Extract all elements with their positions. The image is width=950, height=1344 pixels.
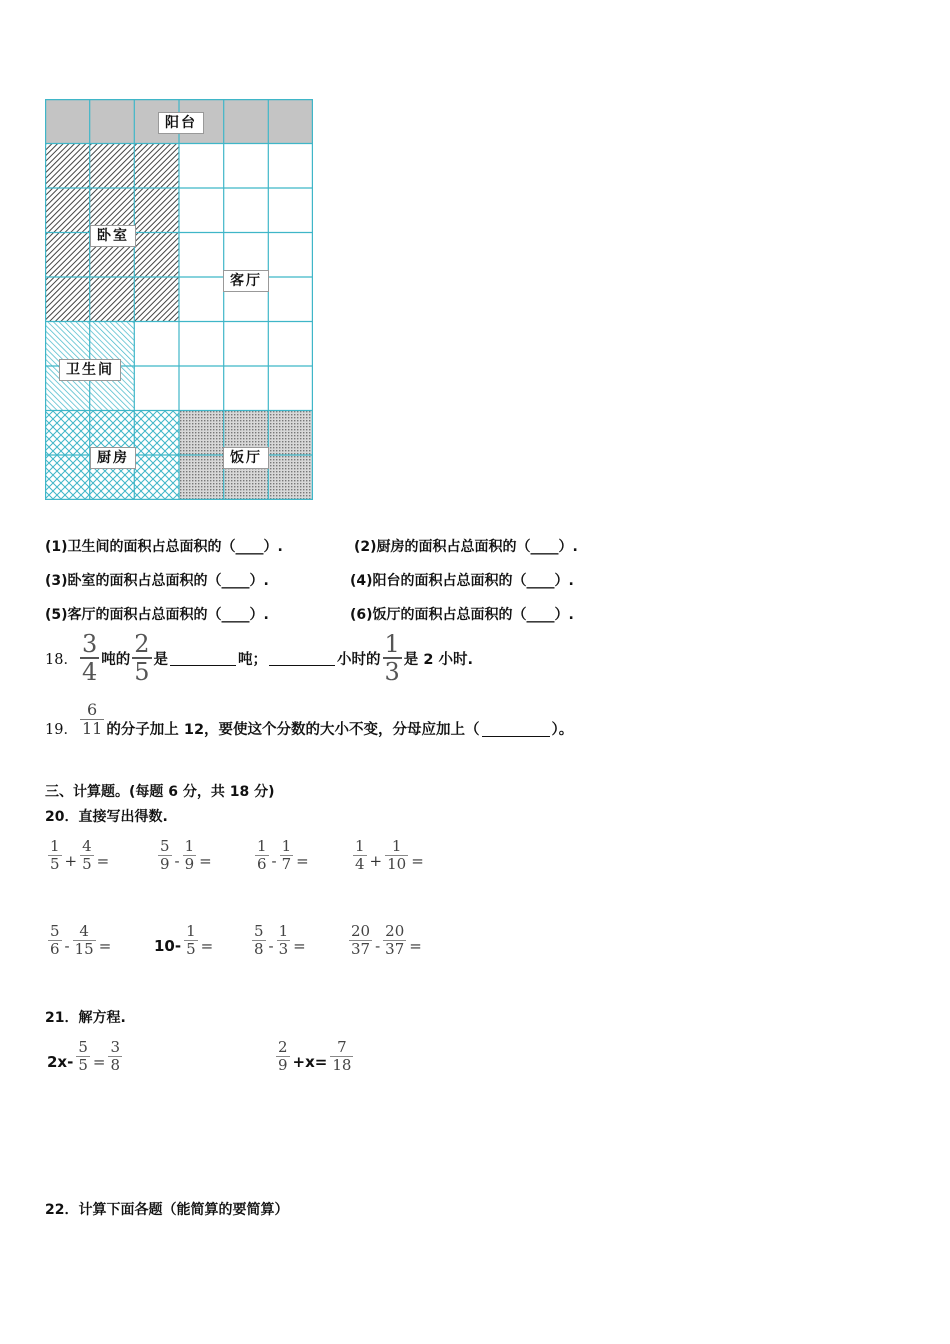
q18-fraction-3 — [383, 631, 402, 686]
denominator: 3 — [278, 939, 289, 958]
denominator: 6 — [50, 939, 60, 958]
operator: + — [369, 852, 383, 870]
equals-sign: = — [296, 852, 309, 870]
denominator: 9 — [278, 1055, 288, 1074]
numerator: 1 — [184, 837, 195, 855]
q17-part3: (3)卧室的面积占总面积的（____）. — [45, 573, 269, 589]
q18-blank-1[interactable] — [170, 651, 236, 666]
q21-eq1-fraction-a — [76, 1039, 90, 1073]
q22-title: 22．计算下面各题（能简算的要简算） — [45, 1202, 289, 1218]
q20-item-6 — [153, 923, 214, 957]
q21-title: 21．解方程. — [45, 1010, 126, 1026]
numerator: 20 — [351, 922, 371, 940]
q20-item-8 — [347, 923, 423, 957]
operator: - — [268, 937, 274, 955]
denominator: 15 — [74, 939, 94, 958]
numerator: 5 — [254, 922, 264, 940]
q18-text-5: 是 2 小时. — [403, 651, 473, 668]
q20-item-5-fraction-b — [73, 923, 96, 957]
prefix: 10- — [154, 937, 182, 955]
q19-fraction — [80, 701, 104, 737]
q20-item-7-fraction-b — [277, 923, 291, 957]
q20-item-7-fraction-a — [252, 923, 266, 957]
q17-part6: (6)饭厅的面积占总面积的（____）. — [350, 607, 574, 623]
operator: - — [174, 852, 180, 870]
denominator: 18 — [332, 1055, 352, 1074]
numerator: 5 — [160, 837, 170, 855]
denominator: 37 — [385, 939, 405, 958]
operator: - — [64, 937, 70, 955]
q21-equation-2 — [274, 1039, 355, 1073]
prefix: 2x- — [47, 1053, 74, 1071]
equals-sign: = — [96, 852, 110, 870]
q18-fraction-3-denominator: 3 — [384, 658, 400, 686]
denominator: 6 — [257, 854, 267, 873]
q21-eq1-fraction-b — [108, 1039, 122, 1073]
q20-item-3-fraction-b — [280, 838, 294, 872]
q20-item-4-fraction-b — [385, 838, 408, 872]
denominator: 7 — [281, 854, 292, 873]
q20-item-5 — [46, 923, 112, 957]
q21-equation-1 — [46, 1039, 124, 1073]
q21-eq2-fraction-b — [330, 1039, 353, 1073]
room-label-dining: 饭厅 — [223, 447, 269, 469]
q19-text-1: 的分子加上 12，要使这个分数的大小不变，分母应加上（ — [106, 722, 480, 738]
denominator: 37 — [351, 939, 371, 958]
equals-sign: = — [199, 852, 212, 870]
q19-blank[interactable] — [482, 722, 550, 737]
room-label-kitchen: 厨房 — [90, 447, 136, 469]
operator: - — [375, 937, 381, 955]
equals-sign: = — [411, 852, 424, 870]
question-18 — [45, 629, 473, 686]
numerator: 20 — [385, 922, 405, 940]
q18-blank-2[interactable] — [269, 651, 335, 666]
q18-fraction-1-numerator: 3 — [81, 629, 98, 658]
q20-item-2 — [156, 838, 213, 872]
numerator: 1 — [281, 837, 292, 855]
equals-sign: = — [409, 937, 422, 955]
q20-item-2-fraction-b — [183, 838, 197, 872]
q18-fraction-1-denominator: 4 — [81, 658, 98, 686]
q18-text-4: 小时的 — [337, 651, 381, 668]
q20-title: 20．直接写出得数. — [45, 809, 168, 825]
q20-item-1 — [46, 838, 110, 872]
equals-sign: = — [200, 937, 214, 955]
numerator: 7 — [337, 1038, 347, 1056]
denominator: 8 — [254, 939, 264, 958]
numerator: 5 — [50, 922, 60, 940]
q20-item-3-fraction-a — [255, 838, 269, 872]
section-3-heading: 三、计算题。(每题 6 分，共 18 分) — [45, 784, 275, 800]
numerator: 1 — [257, 837, 267, 855]
q18-fraction-2 — [132, 631, 151, 686]
room-label-living-room: 客厅 — [223, 270, 269, 292]
q18-text-1: 吨的 — [101, 651, 131, 668]
denominator: 5 — [78, 1055, 88, 1074]
question-19 — [45, 695, 573, 743]
q20-item-7 — [250, 923, 307, 957]
middle-term: +x= — [292, 1053, 328, 1071]
floor-plan — [45, 99, 313, 500]
numerator: 2 — [278, 1038, 288, 1056]
q20-item-1-fraction-a — [48, 838, 62, 872]
q18-fraction-2-numerator: 2 — [134, 629, 150, 658]
numerator: 1 — [278, 922, 289, 940]
numerator: 1 — [186, 922, 196, 940]
q17-part5: (5)客厅的面积占总面积的（____）. — [45, 607, 269, 623]
q17-part4: (4)阳台的面积占总面积的（____）. — [350, 573, 574, 589]
numerator: 4 — [82, 837, 92, 855]
q20-item-1-fraction-b — [80, 838, 94, 872]
q18-fraction-1 — [80, 631, 99, 686]
room-label-balcony: 阳台 — [158, 112, 204, 134]
q18-text-2: 是 — [153, 651, 169, 668]
q18-fraction-3-numerator: 1 — [384, 629, 400, 658]
denominator: 9 — [184, 854, 195, 873]
denominator: 9 — [160, 854, 170, 873]
q20-item-4 — [351, 838, 425, 872]
q18-number: 18． — [45, 651, 78, 668]
q21-eq2-fraction-a — [276, 1039, 290, 1073]
q20-item-3 — [253, 838, 310, 872]
equals-sign: = — [92, 1053, 106, 1071]
denominator: 4 — [355, 854, 365, 873]
q18-text-3: 吨； — [238, 651, 268, 668]
numerator: 3 — [110, 1038, 121, 1056]
denominator: 5 — [82, 854, 92, 873]
denominator: 5 — [50, 854, 60, 873]
q20-item-6-fraction-b — [184, 923, 198, 957]
operator: - — [271, 852, 277, 870]
q20-item-2-fraction-a — [158, 838, 172, 872]
numerator: 5 — [78, 1038, 88, 1056]
numerator: 1 — [50, 837, 60, 855]
denominator: 5 — [186, 939, 196, 958]
numerator: 4 — [79, 922, 89, 940]
q19-text-2: ）。 — [551, 722, 574, 738]
q20-item-8-fraction-a — [349, 923, 372, 957]
q20-item-5-fraction-a — [48, 923, 62, 957]
q20-item-4-fraction-a — [353, 838, 367, 872]
room-label-bedroom: 卧室 — [90, 225, 136, 247]
operator: + — [64, 852, 78, 870]
denominator: 10 — [387, 854, 407, 873]
denominator: 8 — [110, 1055, 121, 1074]
room-label-bathroom: 卫生间 — [59, 359, 121, 381]
q19-fraction-numerator: 6 — [87, 699, 98, 719]
numerator: 1 — [391, 837, 402, 855]
q18-fraction-2-denominator: 5 — [134, 658, 150, 686]
numerator: 1 — [355, 837, 365, 855]
q17-part2: (2)厨房的面积占总面积的（____）. — [354, 539, 578, 555]
q20-item-8-fraction-b — [383, 923, 406, 957]
q17-part1: (1)卫生间的面积占总面积的（____）. — [45, 539, 283, 555]
q19-number: 19． — [45, 722, 78, 738]
equals-sign: = — [98, 937, 112, 955]
q19-fraction-denominator: 11 — [81, 718, 103, 738]
equals-sign: = — [293, 937, 306, 955]
